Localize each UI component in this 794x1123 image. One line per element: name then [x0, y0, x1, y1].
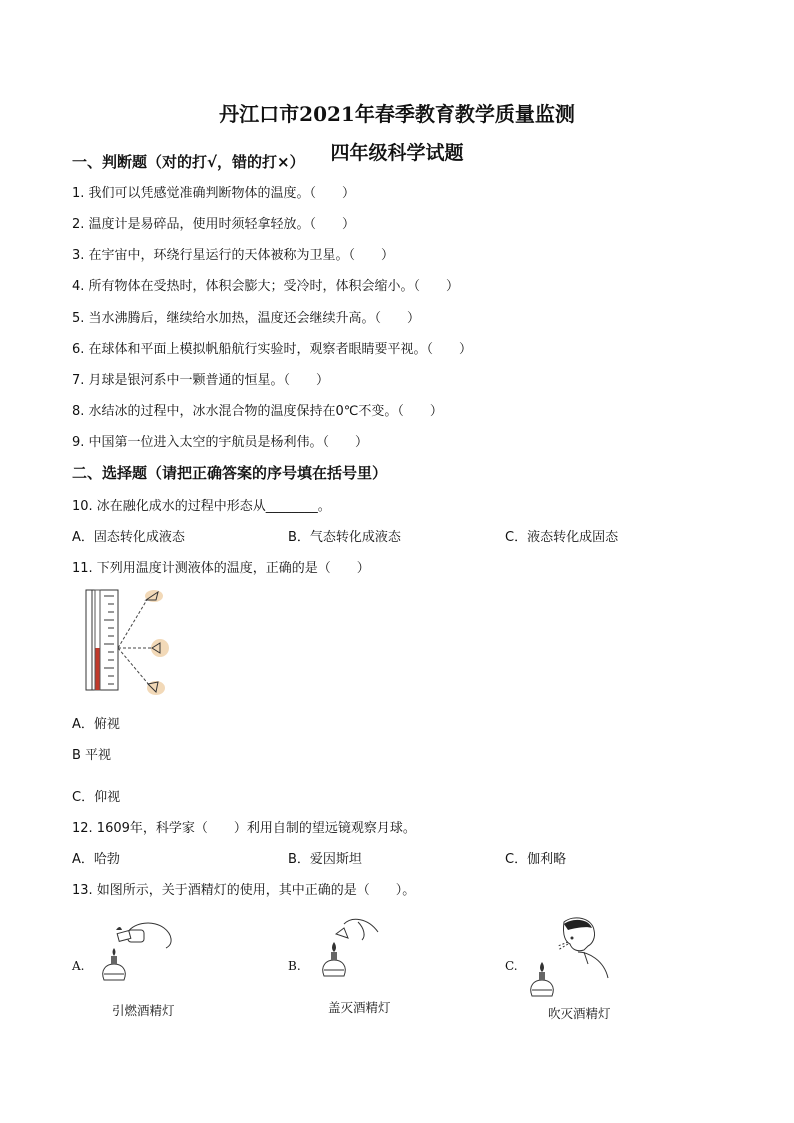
q10-option-b: B．气态转化成液态 — [288, 530, 401, 545]
q10-option-a: A．固态转化成液态 — [72, 530, 185, 545]
alcohol-lamp-icon — [323, 942, 346, 976]
question-4: 4. 所有物体在受热时，体积会膨大；受冷时，体积会缩小。（ ） — [72, 279, 460, 294]
q13-option-b-letter: B. — [288, 959, 301, 973]
question-13: 13. 如图所示，关于酒精灯的使用，其中正确的是（ ）。 — [72, 883, 416, 898]
q11-option-c: C．仰视 — [72, 790, 121, 805]
lighter-icon — [116, 927, 131, 941]
alcohol-lamp-icon — [531, 962, 554, 996]
exam-subtitle: 四年级科学试题 — [330, 142, 464, 164]
hand-icon — [344, 919, 378, 940]
question-1: 1. 我们可以凭感觉准确判断物体的温度。（ ） — [72, 186, 356, 201]
person-head-icon — [563, 918, 608, 978]
question-12: 12. 1609年，科学家（ ）利用自制的望远镜观察月球。 — [72, 821, 416, 836]
section2-heading: 二、选择题（请把正确答案的序号填在括号里） — [72, 464, 388, 482]
q11-option-b: B 平视 — [72, 748, 112, 763]
q13-option-a-letter: A. — [72, 959, 85, 973]
question-9: 9. 中国第一位进入太空的宇航员是杨利伟。（ ） — [72, 435, 369, 450]
question-3: 3. 在宇宙中，环绕行星运行的天体被称为卫星。（ ） — [72, 248, 395, 263]
thermometer-icon — [86, 590, 118, 690]
q12-option-a: A．哈勃 — [72, 852, 120, 867]
eye-top-icon — [145, 590, 163, 602]
question-6: 6. 在球体和平面上模拟帆船航行实验时，观察者眼睛要平视。（ ） — [72, 342, 473, 357]
alcohol-lamp-icon — [103, 948, 126, 980]
q12-option-b: B．爱因斯坦 — [288, 852, 362, 867]
lamp-cap-icon — [336, 928, 348, 938]
covering-alcohol-lamp-figure — [318, 916, 384, 980]
lighting-alcohol-lamp-figure — [94, 918, 178, 984]
question-7: 7. 月球是银河系中一颗普通的恒星。（ ） — [72, 373, 330, 388]
eye-bottom-icon — [147, 681, 165, 695]
q13-option-c-letter: C. — [505, 959, 518, 973]
eye-level-icon — [151, 639, 169, 657]
q13-caption-c: 吹灭酒精灯 — [548, 1006, 611, 1021]
blowing-alcohol-lamp-figure — [528, 916, 612, 1000]
q13-caption-b: 盖灭酒精灯 — [328, 1000, 391, 1015]
question-2: 2. 温度计是易碎品，使用时须轻拿轻放。（ ） — [72, 217, 356, 232]
thermometer-reading-figure — [80, 586, 176, 696]
hand-icon — [128, 923, 171, 948]
question-10: 10. 冰在融化成水的过程中形态从________。 — [72, 499, 331, 514]
question-5: 5. 当水沸腾后，继续给水加热，温度还会继续升高。（ ） — [72, 311, 421, 326]
question-8: 8. 水结冰的过程中，冰水混合物的温度保持在0℃不变。（ ） — [72, 404, 443, 419]
exam-title: 丹江口市2021年春季教育教学质量监测 — [219, 102, 575, 126]
q11-option-a: A．俯视 — [72, 717, 120, 732]
question-11: 11. 下列用温度计测液体的温度，正确的是（ ） — [72, 561, 370, 576]
q12-option-c: C．伽利略 — [505, 852, 567, 867]
q13-caption-a: 引燃酒精灯 — [112, 1003, 175, 1018]
section1-heading: 一、判断题（对的打√，错的打×） — [72, 153, 305, 171]
q10-option-c: C．液态转化成固态 — [505, 530, 619, 545]
